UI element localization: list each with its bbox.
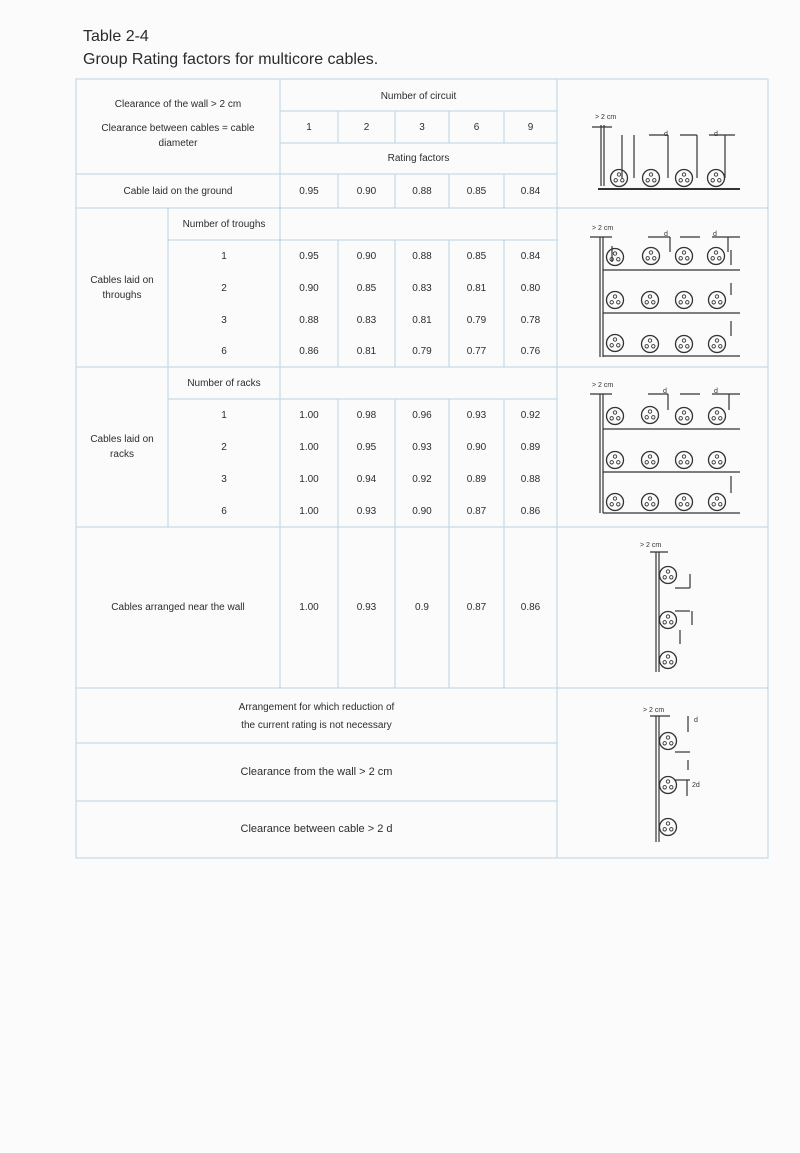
rack-value: 0.90 bbox=[466, 441, 487, 453]
trough-value: 0.85 bbox=[466, 250, 487, 262]
trough-value: 0.81 bbox=[466, 282, 487, 294]
rack-value: 0.94 bbox=[356, 473, 377, 485]
trough-value: 0.80 bbox=[520, 282, 541, 294]
trough-value: 0.76 bbox=[520, 346, 541, 357]
table-number: Table 2-4 bbox=[83, 28, 149, 45]
no-reduction-line2: the current rating is not necessary bbox=[241, 719, 392, 731]
d-label: d bbox=[713, 231, 717, 238]
circuit-3: 3 bbox=[419, 121, 425, 133]
gap-label: > 2 cm bbox=[595, 114, 617, 121]
trough-value: 0.85 bbox=[356, 282, 377, 294]
circuit-9: 9 bbox=[527, 121, 534, 133]
trough-value: 0.86 bbox=[299, 346, 319, 357]
circuit-1: 1 bbox=[306, 121, 312, 133]
table-caption: Group Rating factors for multicore cables. bbox=[83, 51, 379, 68]
wall-label: Cables arranged near the wall bbox=[111, 602, 245, 613]
rack-count: 3 bbox=[221, 473, 227, 485]
rack-value: 0.93 bbox=[412, 441, 432, 453]
trough-diagram bbox=[592, 225, 717, 238]
rack-value: 0.92 bbox=[412, 473, 432, 485]
trough-value: 0.81 bbox=[356, 346, 377, 357]
gap-label: > 2 cm bbox=[643, 707, 665, 714]
gap-label: > 2 cm bbox=[592, 382, 614, 389]
rack-value: 0.93 bbox=[466, 409, 487, 421]
ground-value: 0.85 bbox=[466, 185, 487, 197]
racks-label: Cables laid on racks bbox=[90, 434, 154, 460]
d-label: d bbox=[663, 388, 667, 395]
header-conditions-line2: Clearance between cables = cable diameter bbox=[101, 123, 255, 149]
rack-diagram bbox=[592, 382, 718, 395]
number-of-racks-header: Number of racks bbox=[187, 377, 261, 389]
ground-value: 0.90 bbox=[356, 185, 377, 197]
rack-value: 1.00 bbox=[299, 441, 319, 453]
trough-value: 0.83 bbox=[412, 282, 432, 294]
number-of-troughs-header: Number of troughs bbox=[182, 218, 266, 230]
circuit-6: 6 bbox=[473, 121, 480, 133]
rack-value: 0.95 bbox=[356, 441, 377, 453]
trough-value: 0.88 bbox=[299, 314, 319, 326]
wall-value: 0.9 bbox=[415, 602, 429, 613]
d-label: d bbox=[664, 231, 668, 238]
gap-label: > 2 cm bbox=[640, 542, 662, 549]
d-label: d bbox=[714, 388, 718, 395]
ground-value: 0.95 bbox=[299, 185, 319, 197]
rack-value: 0.89 bbox=[466, 473, 487, 485]
rack-count: 1 bbox=[221, 409, 227, 421]
d-label: d bbox=[694, 717, 698, 724]
wall-value: 1.00 bbox=[299, 602, 319, 613]
rack-value: 0.92 bbox=[520, 409, 541, 421]
gap-label: > 2 cm bbox=[592, 225, 614, 232]
circuit-2: 2 bbox=[363, 121, 370, 133]
trough-value: 0.78 bbox=[520, 314, 541, 326]
rack-value: 0.89 bbox=[520, 441, 541, 453]
trough-value: 0.77 bbox=[466, 346, 487, 357]
ground-label: Cable laid on the ground bbox=[123, 185, 233, 197]
rack-count: 6 bbox=[221, 505, 227, 517]
trough-value: 0.90 bbox=[356, 250, 377, 262]
trough-value: 0.95 bbox=[299, 250, 319, 262]
trough-value: 0.84 bbox=[520, 250, 541, 262]
no-reduction-line1: Arrangement for which reduction of bbox=[238, 701, 395, 713]
header-conditions-line1: Clearance of the wall > 2 cm bbox=[114, 98, 242, 110]
clearance-wall: Clearance from the wall > 2 cm bbox=[240, 765, 393, 778]
rack-value: 0.90 bbox=[412, 505, 432, 517]
d-label: d bbox=[664, 131, 668, 138]
d-label: d bbox=[714, 131, 718, 138]
rack-count: 2 bbox=[221, 441, 227, 453]
rack-value: 0.87 bbox=[466, 505, 487, 517]
trough-value: 0.79 bbox=[466, 314, 487, 326]
trough-value: 0.88 bbox=[412, 250, 432, 262]
rack-value: 0.98 bbox=[356, 409, 377, 421]
rating-factors-header: Rating factors bbox=[387, 153, 450, 164]
rack-value: 1.00 bbox=[299, 473, 319, 485]
trough-value: 0.79 bbox=[412, 346, 432, 357]
troughs-label: Cables laid on throughs bbox=[90, 274, 154, 301]
trough-value: 0.83 bbox=[356, 314, 377, 326]
wall-value: 0.87 bbox=[466, 602, 487, 613]
trough-count: 6 bbox=[221, 346, 227, 357]
clearance-cable: Clearance between cable > 2 d bbox=[240, 823, 393, 836]
wall-value: 0.86 bbox=[520, 602, 541, 613]
wall-value: 0.93 bbox=[356, 602, 377, 613]
ground-value: 0.84 bbox=[520, 185, 541, 197]
rack-value: 0.86 bbox=[520, 505, 541, 517]
trough-count: 1 bbox=[221, 250, 227, 262]
rack-value: 1.00 bbox=[299, 409, 319, 421]
wall-diagram bbox=[640, 542, 661, 549]
rack-value: 0.88 bbox=[520, 473, 541, 485]
trough-count: 2 bbox=[221, 282, 227, 294]
rack-value: 1.00 bbox=[299, 505, 319, 517]
trough-value: 0.90 bbox=[299, 282, 319, 294]
number-of-circuit-header: Number of circuit bbox=[380, 90, 457, 102]
two-d-label: 2d bbox=[692, 782, 700, 789]
ground-value: 0.88 bbox=[412, 185, 432, 197]
rack-value: 0.96 bbox=[412, 409, 432, 421]
trough-count: 3 bbox=[221, 314, 227, 326]
trough-value: 0.81 bbox=[412, 314, 432, 326]
rack-value: 0.93 bbox=[356, 505, 377, 517]
